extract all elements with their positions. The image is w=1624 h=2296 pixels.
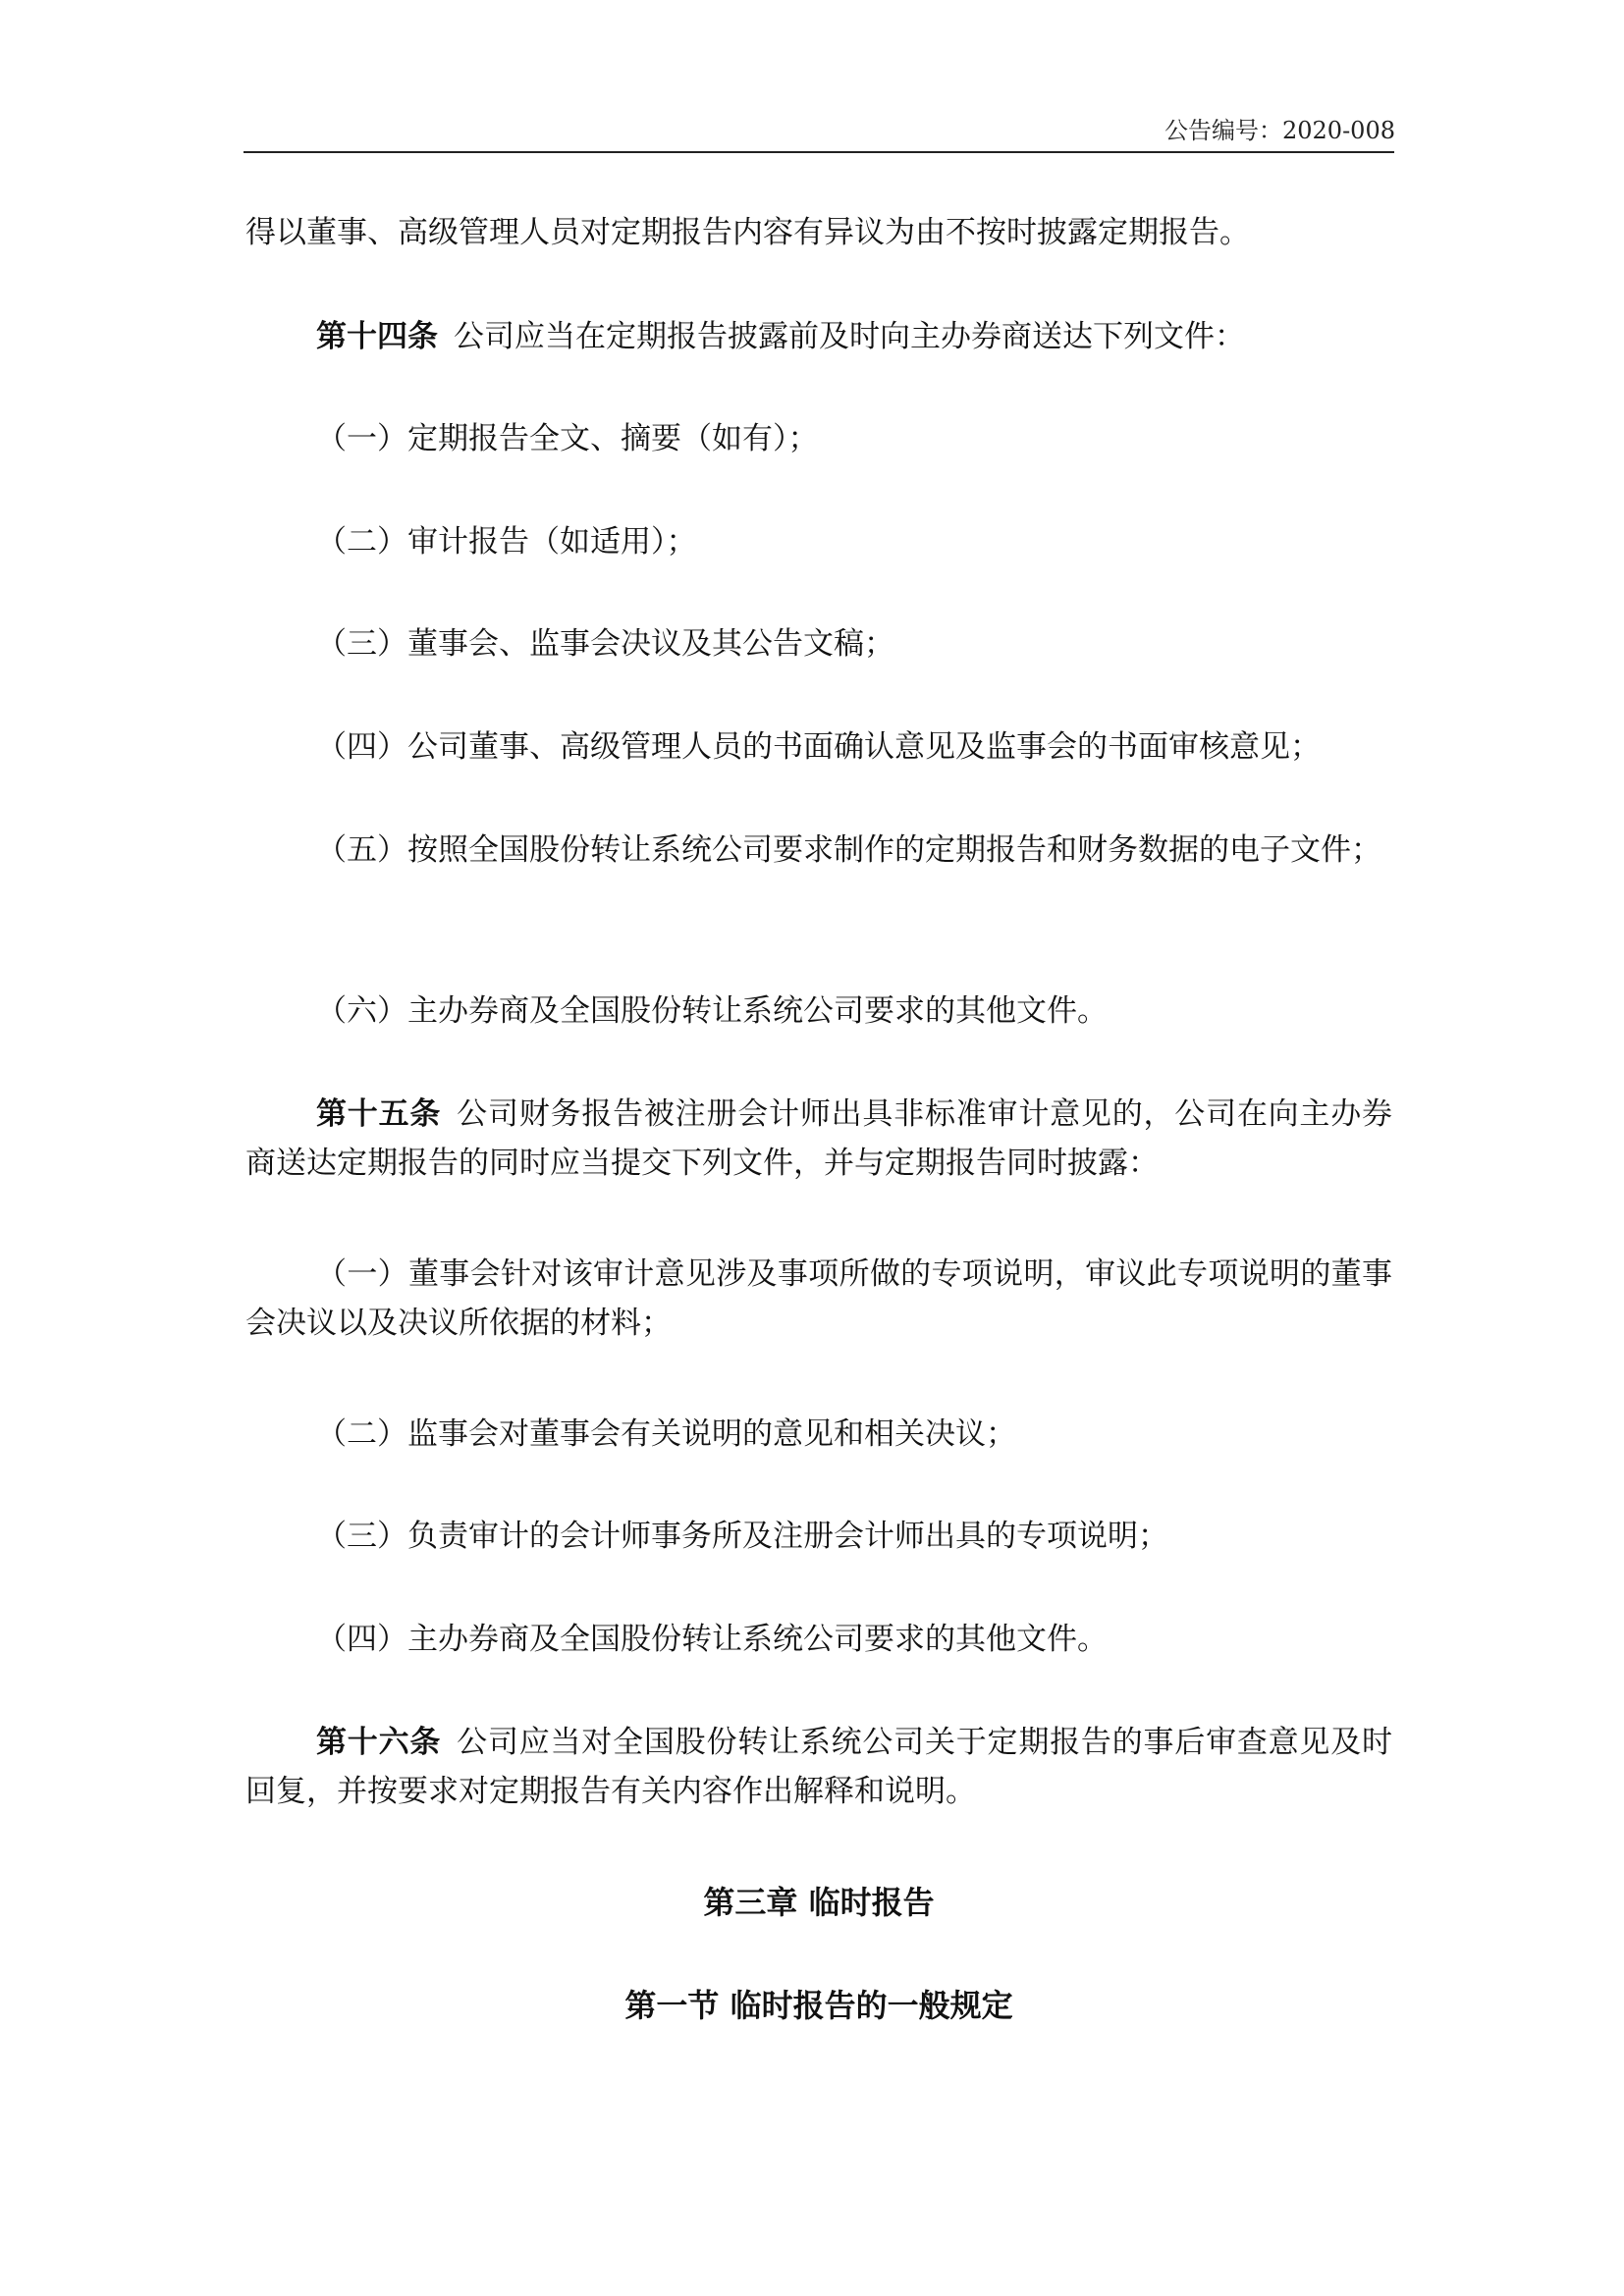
article-15-text: 公司财务报告被注册会计师出具非标准审计意见的，公司在向主办券商送达定期报告的同时应当提交下列文件，并与定期报告同时披露： xyxy=(245,1096,1393,1181)
article-16-text: 公司应当对全国股份转让系统公司关于定期报告的事后审查意见及时回复，并按要求对定期报告有关内容作出解释和说明。 xyxy=(245,1725,1393,1809)
continued-paragraph: 得以董事、高级管理人员对定期报告内容有异议为由不按时披露定期报告。 xyxy=(245,215,1250,250)
article-14-label: 第十四条 xyxy=(316,319,438,354)
article-14-item-5: （五）按照全国股份转让系统公司要求制作的定期报告和财务数据的电子文件； xyxy=(316,832,1381,868)
header-divider xyxy=(244,151,1394,153)
article-16 xyxy=(245,1718,1392,1816)
article-14-item-1: （一）定期报告全文、摘要（如有）； xyxy=(316,421,819,456)
article-14-item-6: （六）主办券商及全国股份转让系统公司要求的其他文件。 xyxy=(316,993,1108,1029)
article-14-item-4: （四）公司董事、高级管理人员的书面确认意见及监事会的书面审核意见； xyxy=(316,729,1321,765)
article-16-label: 第十六条 xyxy=(316,1725,442,1760)
article-15-item-3: （三）负责审计的会计师事务所及注册会计师出具的专项说明； xyxy=(316,1519,1168,1554)
article-15-item-4: （四）主办券商及全国股份转让系统公司要求的其他文件。 xyxy=(316,1622,1108,1657)
chapter-heading: 第三章 临时报告 xyxy=(703,1884,935,1921)
article-15-item-1: （一）董事会针对该审计意见涉及事项所做的专项说明，审议此专项说明的董事会决议以及决议所依据的材料； xyxy=(245,1256,1392,1341)
article-15 xyxy=(245,1090,1392,1188)
article-15-label: 第十五条 xyxy=(316,1096,442,1132)
section-heading: 第一节 临时报告的一般规定 xyxy=(624,1987,1013,2024)
article-14-item-3: （三）董事会、监事会决议及其公告文稿； xyxy=(316,626,894,662)
article-14 xyxy=(245,312,1392,361)
article-14-text: 公司应当在定期报告披露前及时向主办券商送达下列文件： xyxy=(454,319,1245,354)
article-14-item-2: （二）审计报告（如适用）； xyxy=(316,524,697,560)
article-15-item-2: （二）监事会对董事会有关说明的意见和相关决议； xyxy=(316,1416,1016,1452)
announcement-number: 公告编号：2020-008 xyxy=(1164,117,1395,144)
